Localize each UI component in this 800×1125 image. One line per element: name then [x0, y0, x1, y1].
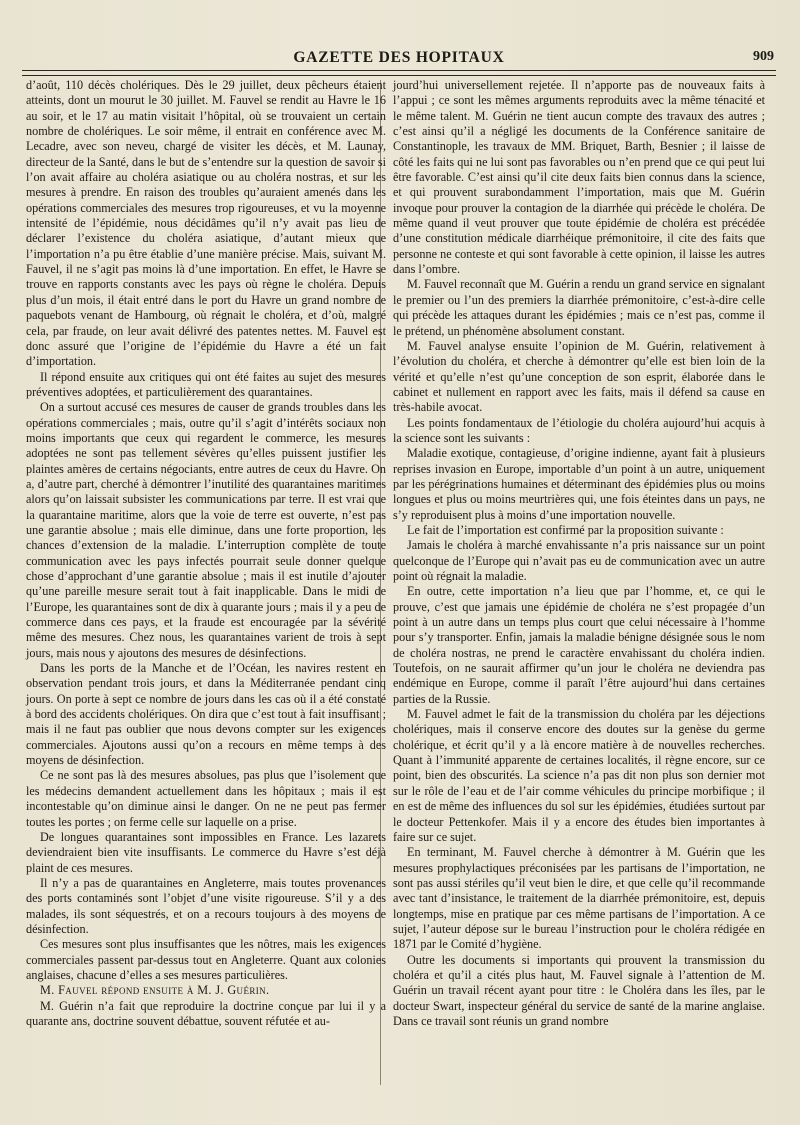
journal-title: GAZETTE DES HOPITAUX	[293, 49, 505, 66]
left-column	[26, 78, 386, 1029]
paragraph: M. Fauvel admet le fait de la transmission du choléra par les déjections cholériques, mais il conserve encore des doutes sur la genèse du germe cholérique, et écrit qu’il y a là encore matière à de nouvelles recherches. Quant à l’immunité apparente de certaines localités, il règne encore, sur ce point, bien des obscurités. La science n’a pas dit non plus son dernier mot sur le rôle de l’eau et de l’air comme véhicules du principe morbifique ; il en est de même des influences du sol sur les épidémies, étudiées surtout par le docteur Pettenkofer. Mais il y a encore des études bien importantes à faire sur ce sujet.	[393, 707, 765, 844]
page-header	[22, 46, 776, 71]
paragraph: d’août, 110 décès cholériques. Dès le 29 juillet, deux pêcheurs étaient atteints, dont un mourut le 30 juillet. M. Fauvel se rendit au Havre le 16 au soir, et le 17 au matin visitait l’hôpital, où se trouvaient un certain nombre de cholériques. Le soir même, il entrait en conférence avec M. Lecadre, avec son neveu, chargé de visiter les décès, et M. Launay, directeur de la Santé, dans le but de s’entendre sur la question de savoir si l’on avait affaire au choléra asiatique ou au choléra nostras, et sur les mesures à prendre. En raison des troubles qu’auraient amenés dans les opérations commerciales des mesures trop rigoureuses, et vu la moyenne intensité de l’épidémie, nous décidâmes qu’il n’y avait pas lieu de déclarer l’existence du choléra asiatique, d’autant mieux que l’importation n’a pu être établie d’une manière précise. Mais, suivant M. Fauvel, il ne s’agit pas moins là d’une importation. En effet, le Havre se trouve en rapports constants avec les pays où règne le choléra. Depuis plus d’un mois, il était entré dans le port du Havre un grand nombre de paquebots venant de Hambourg, où régnait le choléra, et d’où, malgré cela, par fraude, on leur avait délivré des patentes nettes. M. Fauvel est donc assuré que l’origine de l’épidémie du Havre a été un fait d’importation.	[26, 78, 386, 369]
paragraph: Ces mesures sont plus insuffisantes que les nôtres, mais les exigences commerciales passent par-dessus tout en Angleterre. Quant aux colonies anglaises, chacune d’elles a ses mesures particulières.	[26, 937, 386, 982]
paragraph: Jamais le choléra à marché envahissante n’a pris naissance sur un point quelconque de l’Europe qui n’avait pas eu de communication avec un autre point où régnait la maladie.	[393, 538, 765, 583]
paragraph: En outre, cette importation n’a lieu que par l’homme, et, ce qui le prouve, c’est que jamais une épidémie de choléra ne s’est propagée d’un point à un autre dans un temps plus court que celui nécessaire à l’homme pour s’y transporter. Enfin, jamais la maladie bénigne désignée sous le nom de choléra nostras, ne prend le caractère envahissant du choléra indien. Toutefois, on ne saurait affirmer qu’un jour le choléra ne deviendra pas endémique en Europe, comme il paraît l’être aujourd’hui dans certaines parties de la Russie.	[393, 584, 765, 706]
paragraph: Outre les documents si importants qui prouvent la transmission du choléra et qu’il a cités plus haut, M. Fauvel signale à l’attention de M. Guérin un travail récent ayant pour titre : le Choléra dans les îles, par le docteur Swart, inspecteur général du service de santé de la marine anglaise. Dans ce travail sont réunis un grand nombre	[393, 952, 765, 1028]
paragraph: Il n’y a pas de quarantaines en Angleterre, mais toutes provenances des ports contaminés sont l’objet d’une visite rigoureuse. S’il y a des malades, ils sont séquestrés, et on a recours toujours à des moyens de désinfection.	[26, 875, 386, 936]
paragraph: De longues quarantaines sont impossibles en France. Les lazarets deviendraient bien vite insuffisants. Le commerce du Havre s’est déjà plaint de ces mesures.	[26, 829, 386, 875]
paragraph: On a surtout accusé ces mesures de causer de grands troubles dans les opérations commerciales ; mais, outre qu’il s’agit d’intérêts sociaux non moins importants que ceux qui regardent le commerce, les mesures adoptées ne sont pas tellement sévères qu’elles puissent justifier les plaintes amères de certains négociants, entre autres de ceux du Havre. On a, d’autre part, cherché à démontrer l’inutilité des quarantaines maritimes alors qu’on laissait subsister les communications par terre. Il est vrai que la quarantaine maritime, alors que la voie de terre est ouverte, n’est pas une garantie absolue ; mais elle diminue, dans une forte proportion, les chances d’extension de la maladie. L’interruption complète de toute communication avec les pays infectés pourrait seule donner quelque chose d’approchant d’une garantie absolue ; mais il est inutile d’ajouter qu’une pareille mesure serait tout à fait inapplicable. Dans le midi de l’Europe, les quarantaines sont de dix à quarante jours ; mais il y a peu de commerce dans ces pays, et la fraude est encouragée par la sévérité même des mesures. Chez nous, les quarantaines varient de trois à sept jours, mais nous y ajoutons des mesures de désinfections.	[26, 400, 386, 660]
paragraph: Dans les ports de la Manche et de l’Océan, les navires restent en observation pendant trois jours, et dans la Méditerranée pendant cinq jours. On porte à sept ce nombre de jours dans les cas où il a été constaté à bord des accidents cholériques. On dira que c’est tout à fait insuffisant ; mais il ne faut pas oublier que nous devons compter sur les exigences commerciales. Ajoutons aussi qu’on a recours en même temps à des moyens de désinfection.	[26, 661, 386, 768]
page-number: 909	[753, 49, 774, 64]
paragraph: Il répond ensuite aux critiques qui ont été faites au sujet des mesures préventives adoptées, et particulièrement des quarantaines.	[26, 369, 386, 399]
paragraph: Ce ne sont pas là des mesures absolues, pas plus que l’isolement que les médecins demandent actuellement dans les hôpitaux ; mais il est incontestable qu’on diminue ainsi le danger. On ne ne peut pas fermer toutes les portes ; on ferme celle sur laquelle on a prise.	[26, 768, 386, 829]
header-rule	[22, 75, 776, 76]
paragraph: En terminant, M. Fauvel cherche à démontrer à M. Guérin que les mesures prophylactiques préconisées par les partisans de l’importation, ne sont pas aussi stériles qu’il veut bien le dire, et que celle qu’il recommande avec tant d’insistance, le traitement de la diarrhée prémonitoire, est, depuis longtemps, mise en pratique par ces même partisans de l’importation. A ce sujet, l’auteur dépose sur le bureau l’instruction pour le choléra rédigée en 1871 par le Comité d’hygiène.	[393, 845, 765, 952]
paragraph: Les points fondamentaux de l’étiologie du choléra aujourd’hui acquis à la science sont les suivants :	[393, 415, 765, 445]
paragraph: M. Fauvel répond ensuite à M. J. Guérin.	[40, 983, 270, 998]
paragraph: M. Fauvel analyse ensuite l’opinion de M. Guérin, relativement à l’évolution du choléra, et cherche à démontrer qu’elle est bien loin de la vérité et qu’elle n’est qu’une conception de son esprit, élaborée dans le cabinet et nullement en rapport avec les faits, mais il défend sa cause en très-habile avocat.	[393, 338, 765, 415]
paragraph: Maladie exotique, contagieuse, d’origine indienne, ayant fait à plusieurs reprises invasion en Europe, importable d’un point à un autre, uniquement par les pérégrinations humaines et déterminant des épidémies plus ou moins longues et plus ou moins meurtrières qui, une fois éteintes dans un pays, ne s’y reproduisent plus à moins d’une importation nouvelle.	[393, 446, 765, 522]
paragraph: jourd’hui universellement rejetée. Il n’apporte pas de nouveaux faits à l’appui ; ce sont les mêmes arguments reproduits avec la même ténacité et le même talent. M. Guérin ne tient aucun compte des travaux des autres ; c’est ainsi qu’il a négligé les documents de la Conférence sanitaire de Constantinople, les travaux de MM. Briquet, Barth, Besnier ; il laisse de côté les faits qui ne lui sont pas favorables ou n’en prend que ce qui peut lui être favorable. C’est ainsi qu’il cite deux faits bien connus dans la science, et qui prouvent surabondamment l’importation, mais que M. Guérin invoque pour prouver la contagion de la diarrhée qui précède le choléra. De même quand il veut prouver que toute épidémie de choléra est précédée d’une constitution médicale diarrhéique prémonitoire, il cite des faits que personne ne conteste et qui sont favorable à cette opinion, il laisse les autres dans l’ombre.	[393, 78, 765, 277]
paragraph: M. Guérin n’a fait que reproduire la doctrine conçue par lui il y a quarante ans, doctrine souvent débattue, souvent réfutée et au-	[26, 998, 386, 1028]
paragraph: M. Fauvel reconnaît que M. Guérin a rendu un grand service en signalant le premier ou l’un des premiers la diarrhée prémonitoire, c’est-à-dire celle qui précède les attaques durant les épidémies ; mais ce n’est pas, comme il le prétend, un phénomène absolument constant.	[393, 277, 765, 338]
paragraph: Le fait de l’importation est confirmé par la proposition suivante :	[407, 522, 724, 537]
right-column	[393, 78, 765, 1029]
